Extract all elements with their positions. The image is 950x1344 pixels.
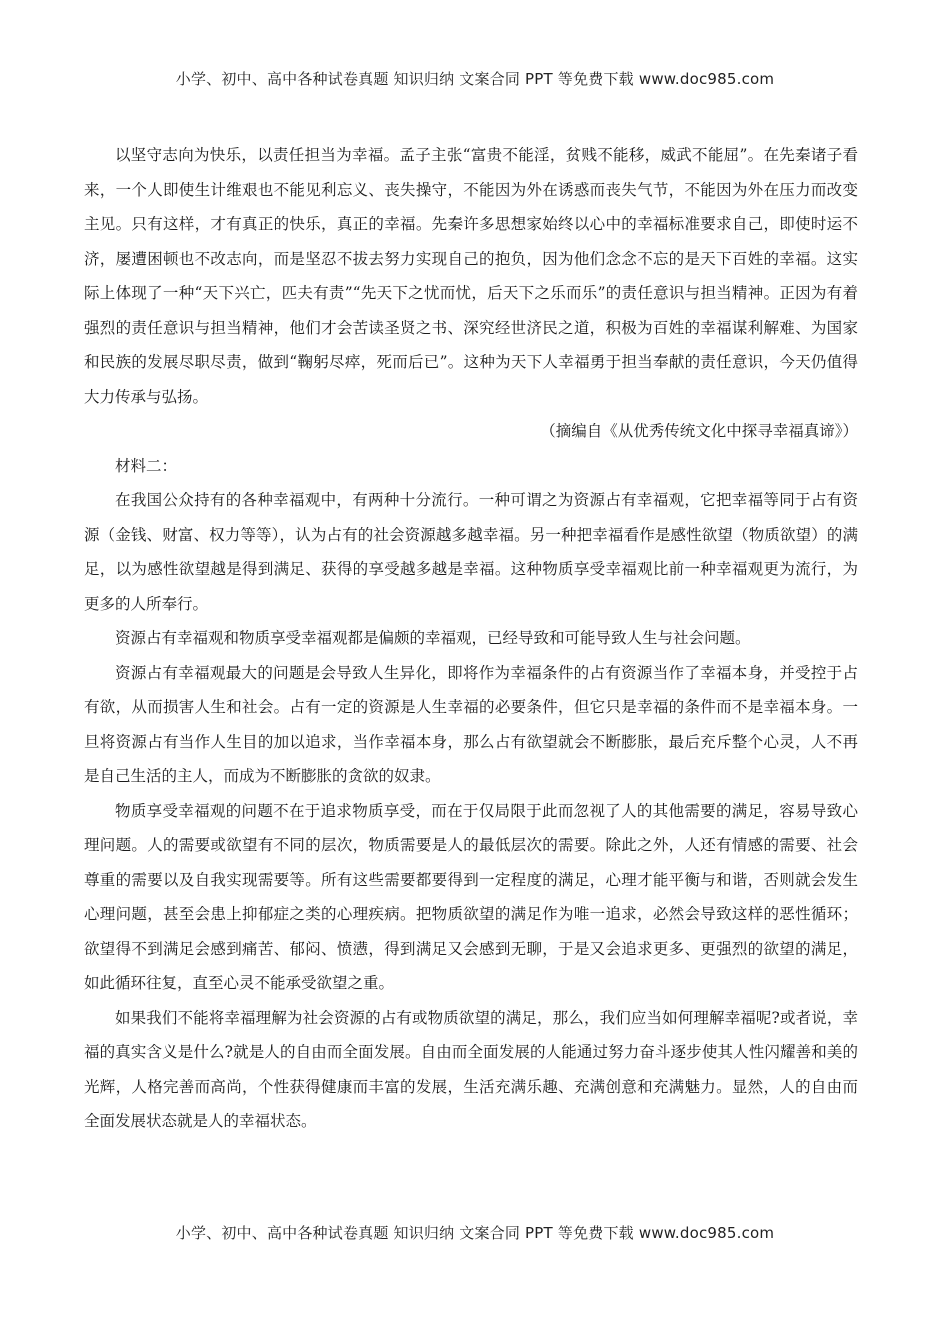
- page-header-banner: 小学、初中、高中各种试卷真题 知识归纳 文案合同 PPT 等免费下载 www.doc985.com: [175, 70, 775, 88]
- paragraph-material-enjoyment: 物质享受幸福观的问题不在于追求物质享受，而在于仅局限于此而忽视了人的其他需要的满足，容易导致心理问题。人的需要或欲望有不同的层次，物质需要是人的最低层次的需要。除此之外，人还有情感的需要、社会尊重的需要以及自我实现需要等。所有这些需要都要得到一定程度的满足，心理才能平衡与和谐，否则就会发生心理问题，甚至会患上抑郁症之类的心理疾病。把物质欲望的满足作为唯一追求，必然会导致这样的恶性循环；欲望得不到满足会感到痛苦、郁闷、愤懑，得到满足又会感到无聊，于是又会追求更多、更强烈的欲望的满足，如此循环往复，直至心灵不能承受欲望之重。: [84, 801, 858, 992]
- paragraph-happiness-views: 在我国公众持有的各种幸福观中，有两种十分流行。一种可谓之为资源占有幸福观，它把幸福等同于占有资源（金钱、财富、权力等等），认为占有的社会资源越多越幸福。另一种把幸福看作是感性欲望（物质欲望）的满足，以为感性欲望越是得到满足、获得的享受越多越是幸福。这种物质享受幸福观比前一种幸福观更为流行，为更多的人所奉行。: [84, 491, 858, 613]
- paragraph-resource-possession: 资源占有幸福观最大的问题是会导致人生异化，即将作为幸福条件的占有资源当作了幸福本身，并受控于占有欲，从而损害人生和社会。占有一定的资源是人生幸福的必要条件，但它只是幸福的条件而不是幸福本身。一旦将资源占有当作人生目的加以追求，当作幸福本身，那么占有欲望就会不断膨胀，最后充斥整个心灵，人不再是自己生活的主人，而成为不断膨胀的贪欲的奴隶。: [84, 663, 858, 785]
- paragraph-biased-views: 资源占有幸福观和物质享受幸福观都是偏颇的幸福观，已经导致和可能导致人生与社会问题。: [115, 629, 751, 647]
- paragraph-true-meaning: 如果我们不能将幸福理解为社会资源的占有或物质欲望的满足，那么，我们应当如何理解幸福呢?或者说，幸福的真实含义是什么?就是人的自由而全面发展。自由而全面发展的人能通过努力奋斗逐步使其人性闪耀善和美的光辉，人格完善而高尚，个性获得健康而丰富的发展，生活充满乐趣、充满创意和充满魅力。显然，人的自由而全面发展状态就是人的幸福状态。: [84, 1008, 858, 1130]
- material-two-heading: 材料二：: [115, 456, 178, 475]
- source-citation: （摘编自《从优秀传统文化中探寻幸福真谛》）: [540, 422, 858, 440]
- document-body: [84, 138, 858, 1139]
- paragraph-responsibility: 以坚守志向为快乐，以责任担当为幸福。孟子主张“富贵不能淫，贫贱不能移，威武不能屈”。在先秦诸子看来，一个人即使生计维艰也不能见利忘义、丧失操守，不能因为外在诱惑而丧失气节，不能因为外在压力而改变主见。只有这样，才有真正的快乐，真正的幸福。先秦许多思想家始终以心中的幸福标准要求自己，即使时运不济，屡遭困顿也不改志向，而是坚忍不拔去努力实现自己的抱负，因为他们念念不忘的是天下百姓的幸福。这实际上体现了一种“天下兴亡，匹夫有责”“先天下之忧而忧，后天下之乐而乐”的责任意识与担当精神。正因为有着强烈的责任意识与担当精神，他们才会苦读圣贤之书、深究经世济民之道，积极为百姓的幸福谋利解难、为国家和民族的发展尽职尽责，做到“鞠躬尽瘁，死而后已”。这种为天下人幸福勇于担当奉献的责任意识，今天仍值得大力传承与弘扬。: [84, 146, 858, 406]
- page-footer-banner: 小学、初中、高中各种试卷真题 知识归纳 文案合同 PPT 等免费下载 www.doc985.com: [175, 1224, 775, 1242]
